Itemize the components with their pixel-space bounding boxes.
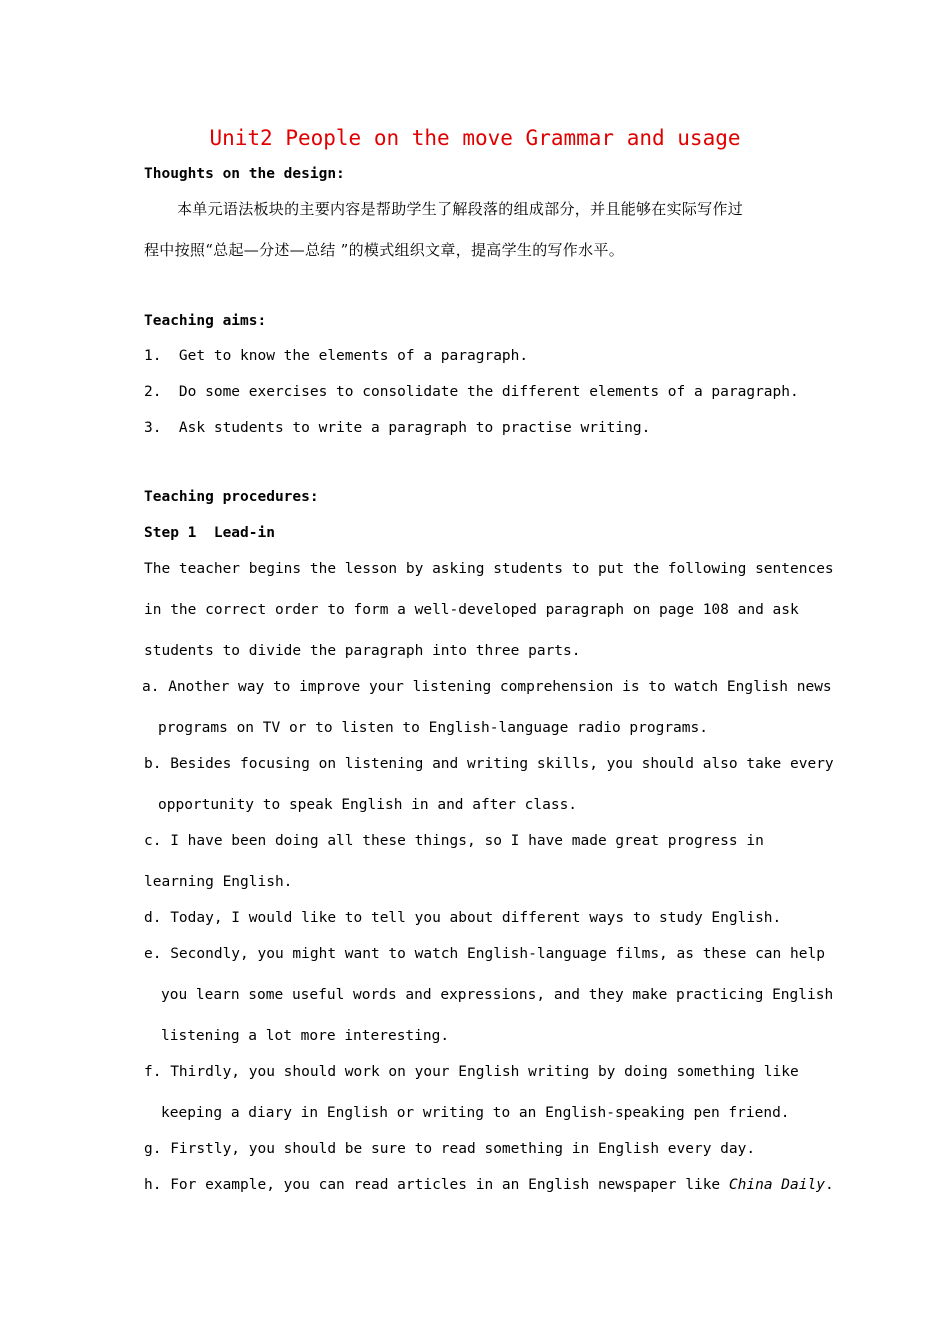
newspaper-name: China Daily [728,1177,825,1193]
sentence-f-line-2: keeping a diary in English or writing to an English-speaking pen friend. [161,1105,790,1121]
sentence-d-line-1: d. Today, I would like to tell you about different ways to study English. [144,910,782,926]
sentence-h-line-1 [144,1175,834,1195]
sentence-c-line-1: c. I have been doing all these things, so I have made great progress in [144,833,764,849]
design-text-line-2: 程中按照“总起—分述—总结 ”的模式组织文章，提高学生的写作水平。 [144,241,625,259]
aim-item-2: 2. Do some exercises to consolidate the different elements of a paragraph. [144,384,799,400]
sentence-f-line-1: f. Thirdly, you should work on your English writing by doing something like [144,1064,799,1080]
intro-line-2: in the correct order to form a well-developed paragraph on page 108 and ask [144,602,799,618]
document-title: Unit2 People on the move Grammar and usage [209,126,741,150]
sentence-h-end: . [824,1177,834,1193]
sentence-a-line-1: a. Another way to improve your listening comprehension is to watch English news [142,679,832,695]
sentence-e-line-1: e. Secondly, you might want to watch English-language films, as these can help [144,946,825,962]
sentence-h-text: h. For example, you can read articles in an English newspaper like [144,1177,729,1193]
intro-line-3: students to divide the paragraph into three parts. [144,643,581,659]
procedures-heading: Teaching procedures: [144,489,319,505]
aim-item-3: 3. Ask students to write a paragraph to practise writing. [144,420,651,436]
sentence-e-line-3: listening a lot more interesting. [161,1028,450,1044]
sentence-c-line-2: learning English. [144,874,293,890]
sentence-g-line-1: g. Firstly, you should be sure to read something in English every day. [144,1141,756,1157]
sentence-b-line-2: opportunity to speak English in and after class. [158,797,578,813]
design-text-line-1: 本单元语法板块的主要内容是帮助学生了解段落的组成部分，并且能够在实际写作过 [177,200,744,218]
sentence-b-line-1: b. Besides focusing on listening and writing skills, you should also take every [144,756,834,772]
step-1-heading: Step 1 Lead-in [144,525,275,541]
sentence-a-line-2: programs on TV or to listen to English-language radio programs. [158,720,708,736]
sentence-e-line-2: you learn some useful words and expressions, and they make practicing English [161,987,834,1003]
intro-line-1: The teacher begins the lesson by asking students to put the following sentences [144,561,834,577]
aim-item-1: 1. Get to know the elements of a paragraph. [144,348,529,364]
design-heading: Thoughts on the design: [144,166,345,182]
aims-heading: Teaching aims: [144,313,267,329]
